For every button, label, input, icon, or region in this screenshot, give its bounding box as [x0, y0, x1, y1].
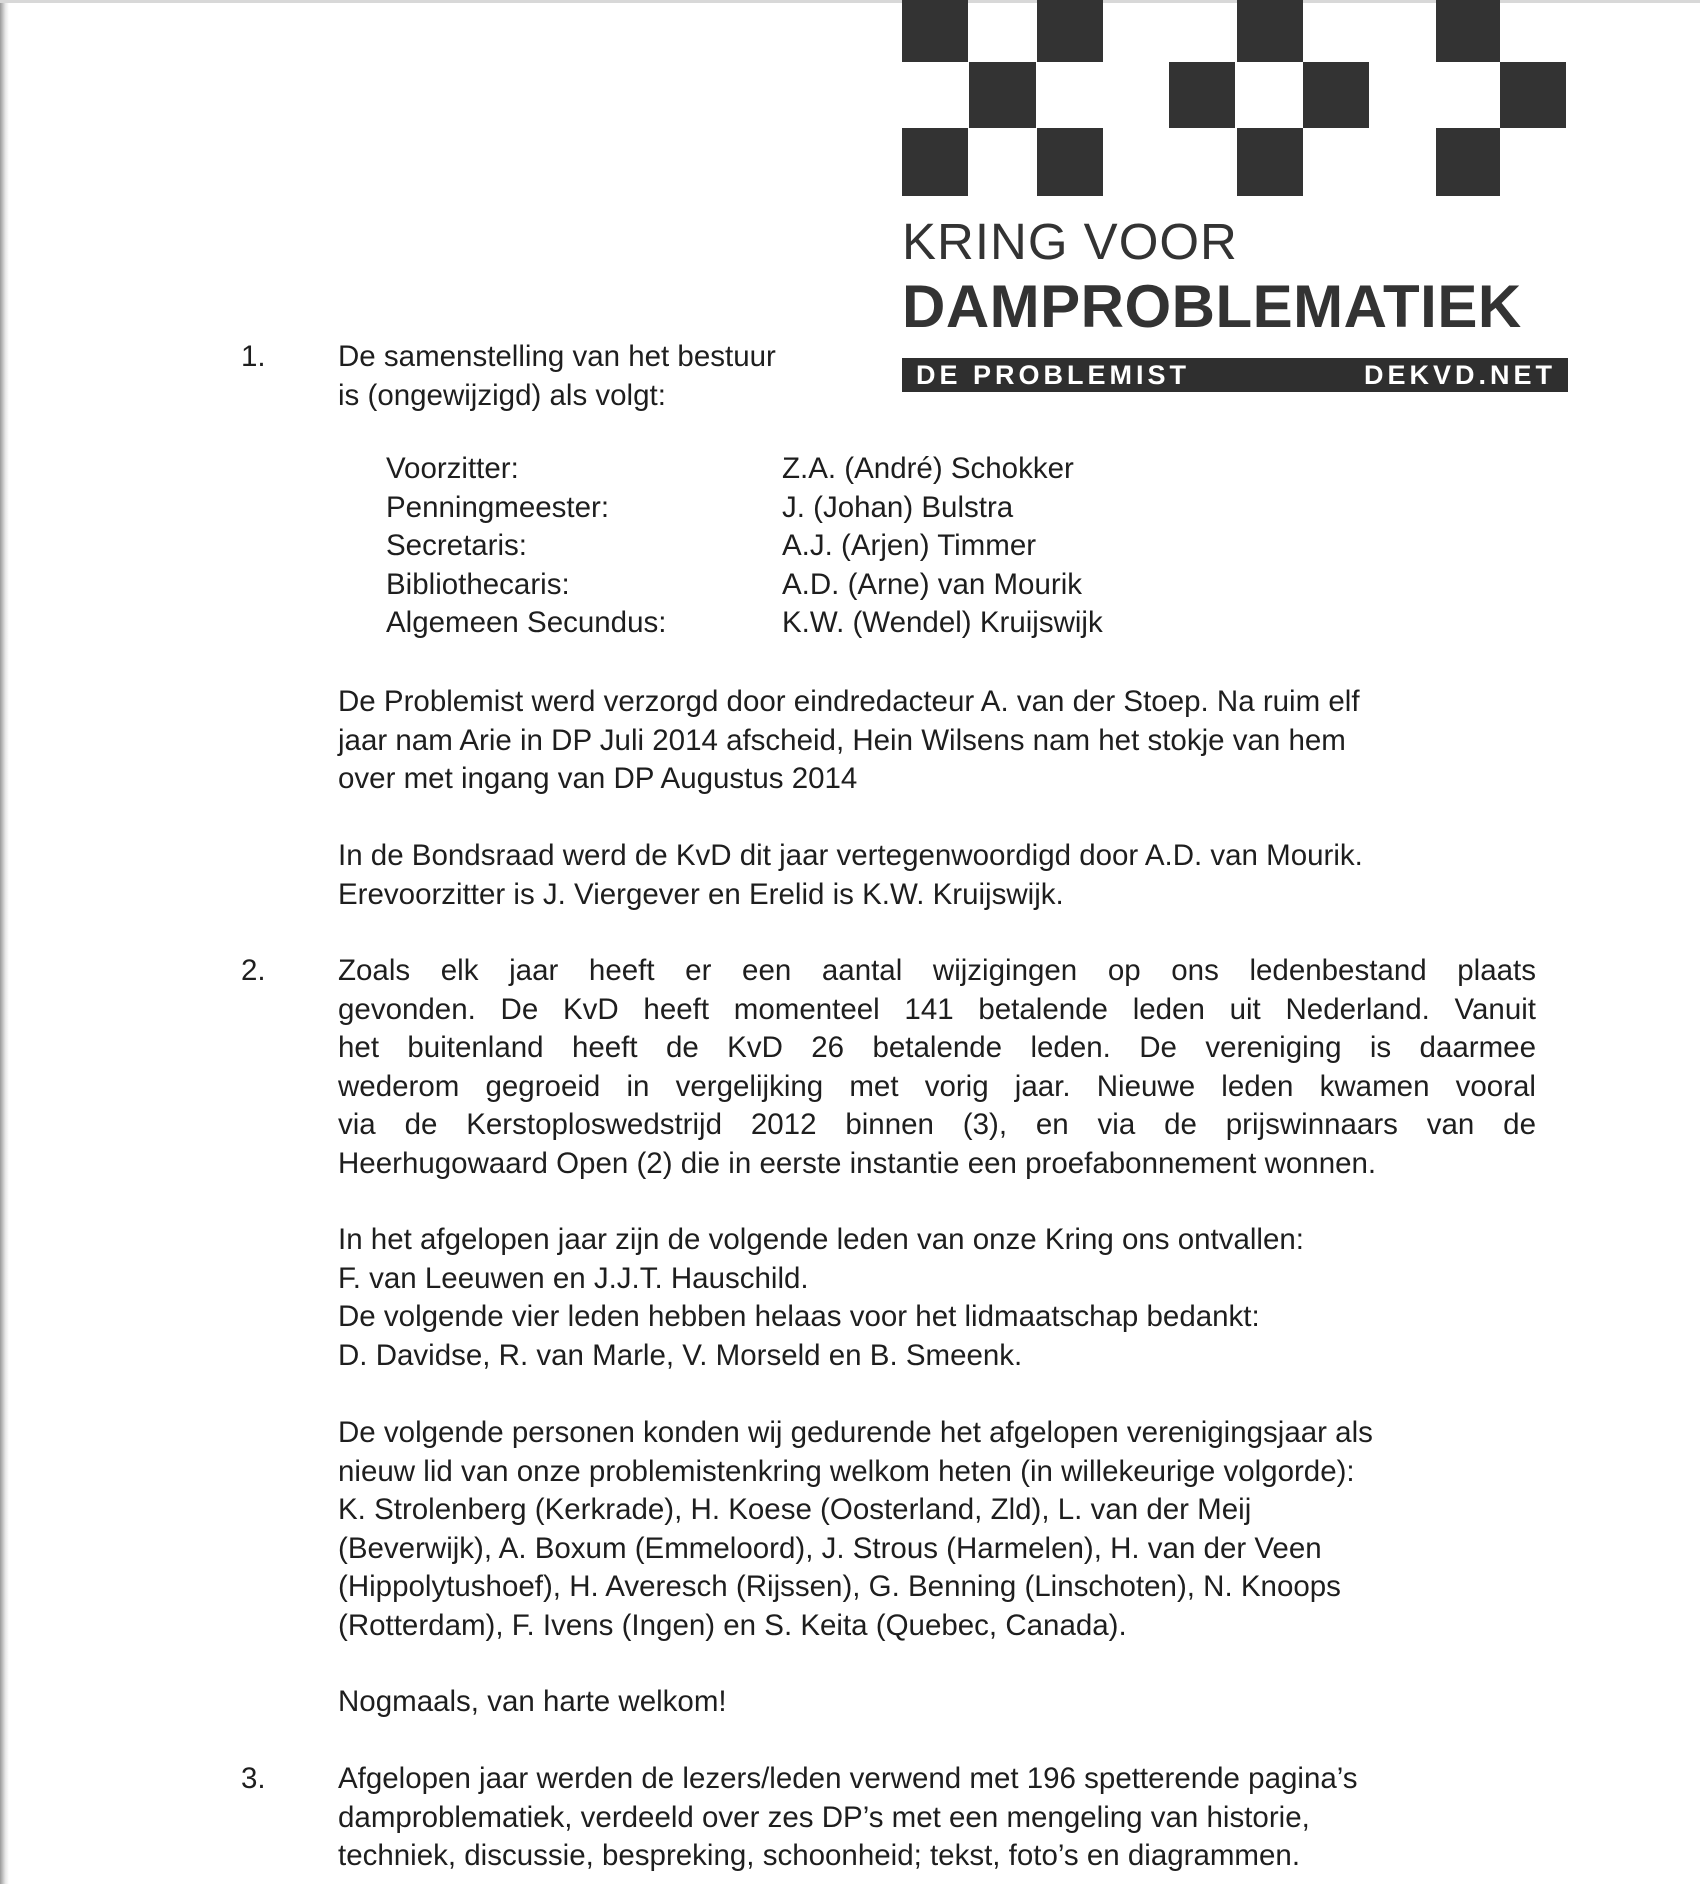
paragraph-members: [338, 952, 1536, 1183]
text-line: (Beverwijk), A. Boxum (Emmeloord), J. Strous (Harmelen), H. van der Veen: [338, 1531, 1322, 1565]
section-number-1: 1.: [241, 340, 266, 373]
paragraph-lost-members: [338, 1221, 1536, 1375]
text-line: Zoals elk jaar heeft er een aantal wijzigingen op ons ledenbestand plaats: [338, 954, 1536, 987]
board-role: Penningmeester:: [386, 490, 610, 524]
text-line: D. Davidse, R. van Marle, V. Morseld en B. Smeenk.: [338, 1338, 1023, 1372]
text-line: het buitenland heeft de KvD 26 betalende leden. De vereniging is daarmee: [338, 1031, 1536, 1064]
logo-square: [1303, 62, 1369, 128]
board-role: Bibliothecaris:: [386, 567, 570, 601]
logo-square: [1237, 0, 1303, 62]
text-line: (Rotterdam), F. Ivens (Ingen) en S. Keita (Quebec, Canada).: [338, 1608, 1127, 1642]
logo-square: [1500, 62, 1566, 128]
section-number-2: 2.: [241, 954, 266, 987]
board-name: K.W. (Wendel) Kruijswijk: [782, 606, 1103, 639]
text-line: De Problemist werd verzorgd door eindredacteur A. van der Stoep. Na ruim elf: [338, 685, 1360, 718]
logo-square: [1037, 128, 1103, 196]
checkerboard-logo-graphic: [902, 0, 1570, 200]
text-line: techniek, discussie, bespreking, schoonheid; tekst, foto’s en diagrammen.: [338, 1839, 1301, 1872]
logo-square: [1169, 62, 1235, 128]
logo-line-1: KRING VOOR: [902, 213, 1238, 270]
board-role: Algemeen Secundus:: [386, 606, 667, 639]
logo-square: [1436, 0, 1500, 62]
logo-square: [902, 128, 968, 196]
board-role: Secretaris:: [386, 529, 527, 562]
board-name: J. (Johan) Bulstra: [782, 490, 1014, 524]
paragraph-new-members: [338, 1414, 1536, 1645]
logo-bar-left: DE PROBLEMIST: [916, 360, 1191, 390]
paragraph-editor: [338, 683, 1536, 799]
text-line: F. van Leeuwen en J.J.T. Hauschild.: [338, 1261, 809, 1295]
logo-bar-right: DEKVD.NET: [1363, 360, 1556, 390]
logo-square: [1436, 128, 1500, 196]
text-line: over met ingang van DP Augustus 2014: [338, 762, 858, 795]
text-line: via de Kerstoploswedstrijd 2012 binnen (3), en via de prijswinnaars van de: [338, 1108, 1536, 1141]
scan-edge: [0, 0, 9, 1884]
text-line: is (ongewijzigd) als volgt:: [338, 378, 666, 412]
text-line: De samenstelling van het bestuur: [338, 340, 776, 373]
logo-square: [1037, 0, 1103, 62]
logo-square: [969, 62, 1036, 128]
logo-line-2: DAMPROBLEMATIEK: [902, 273, 1522, 340]
text-line: Nogmaals, van harte welkom!: [338, 1685, 727, 1718]
section-number-3: 3.: [241, 1762, 266, 1795]
text-line: (Hippolytushoef), H. Averesch (Rijssen), G. Benning (Linschoten), N. Knoops: [338, 1570, 1341, 1603]
board-name: A.J. (Arjen) Timmer: [782, 529, 1037, 562]
paragraph-council: [338, 837, 1536, 914]
text-line: Heerhugowaard Open (2) die in eerste instantie een proefabonnement wonnen.: [338, 1146, 1377, 1180]
logo-square: [1237, 128, 1303, 196]
paragraph-welcome: [338, 1683, 1536, 1722]
text-line: In de Bondsraad werd de KvD dit jaar vertegenwoordigd door A.D. van Mourik.: [338, 839, 1363, 872]
text-line: De volgende vier leden hebben helaas voor het lidmaatschap bedankt:: [338, 1300, 1260, 1333]
paragraph-pages: [338, 1760, 1536, 1876]
text-line: nieuw lid van onze problemistenkring welkom heten (in willekeurige volgorde):: [338, 1454, 1355, 1488]
text-line: wederom gegroeid in vergelijking met vorig jaar. Nieuwe leden kwamen vooral: [338, 1069, 1536, 1103]
board-name: Z.A. (André) Schokker: [782, 452, 1074, 485]
text-line: In het afgelopen jaar zijn de volgende leden van onze Kring ons ontvallen:: [338, 1223, 1304, 1256]
text-line: Afgelopen jaar werden de lezers/leden verwend met 196 spetterende pagina’s: [338, 1762, 1358, 1795]
board-name: A.D. (Arne) van Mourik: [782, 567, 1082, 601]
section-1-intro: [338, 338, 1536, 415]
text-line: damproblematiek, verdeeld over zes DP’s met een mengeling van historie,: [338, 1800, 1310, 1834]
text-line: De volgende personen konden wij gedurende het afgelopen verenigingsjaar als: [338, 1416, 1373, 1449]
board-role: Voorzitter:: [386, 452, 519, 485]
text-line: Erevoorzitter is J. Viergever en Erelid is K.W. Kruijswijk.: [338, 877, 1064, 911]
text-line: gevonden. De KvD heeft momenteel 141 betalende leden uit Nederland. Vanuit: [338, 992, 1536, 1026]
text-line: jaar nam Arie in DP Juli 2014 afscheid, Hein Wilsens nam het stokje van hem: [338, 723, 1346, 757]
logo-square: [902, 0, 968, 62]
text-line: K. Strolenberg (Kerkrade), H. Koese (Oosterland, Zld), L. van der Meij: [338, 1493, 1252, 1526]
